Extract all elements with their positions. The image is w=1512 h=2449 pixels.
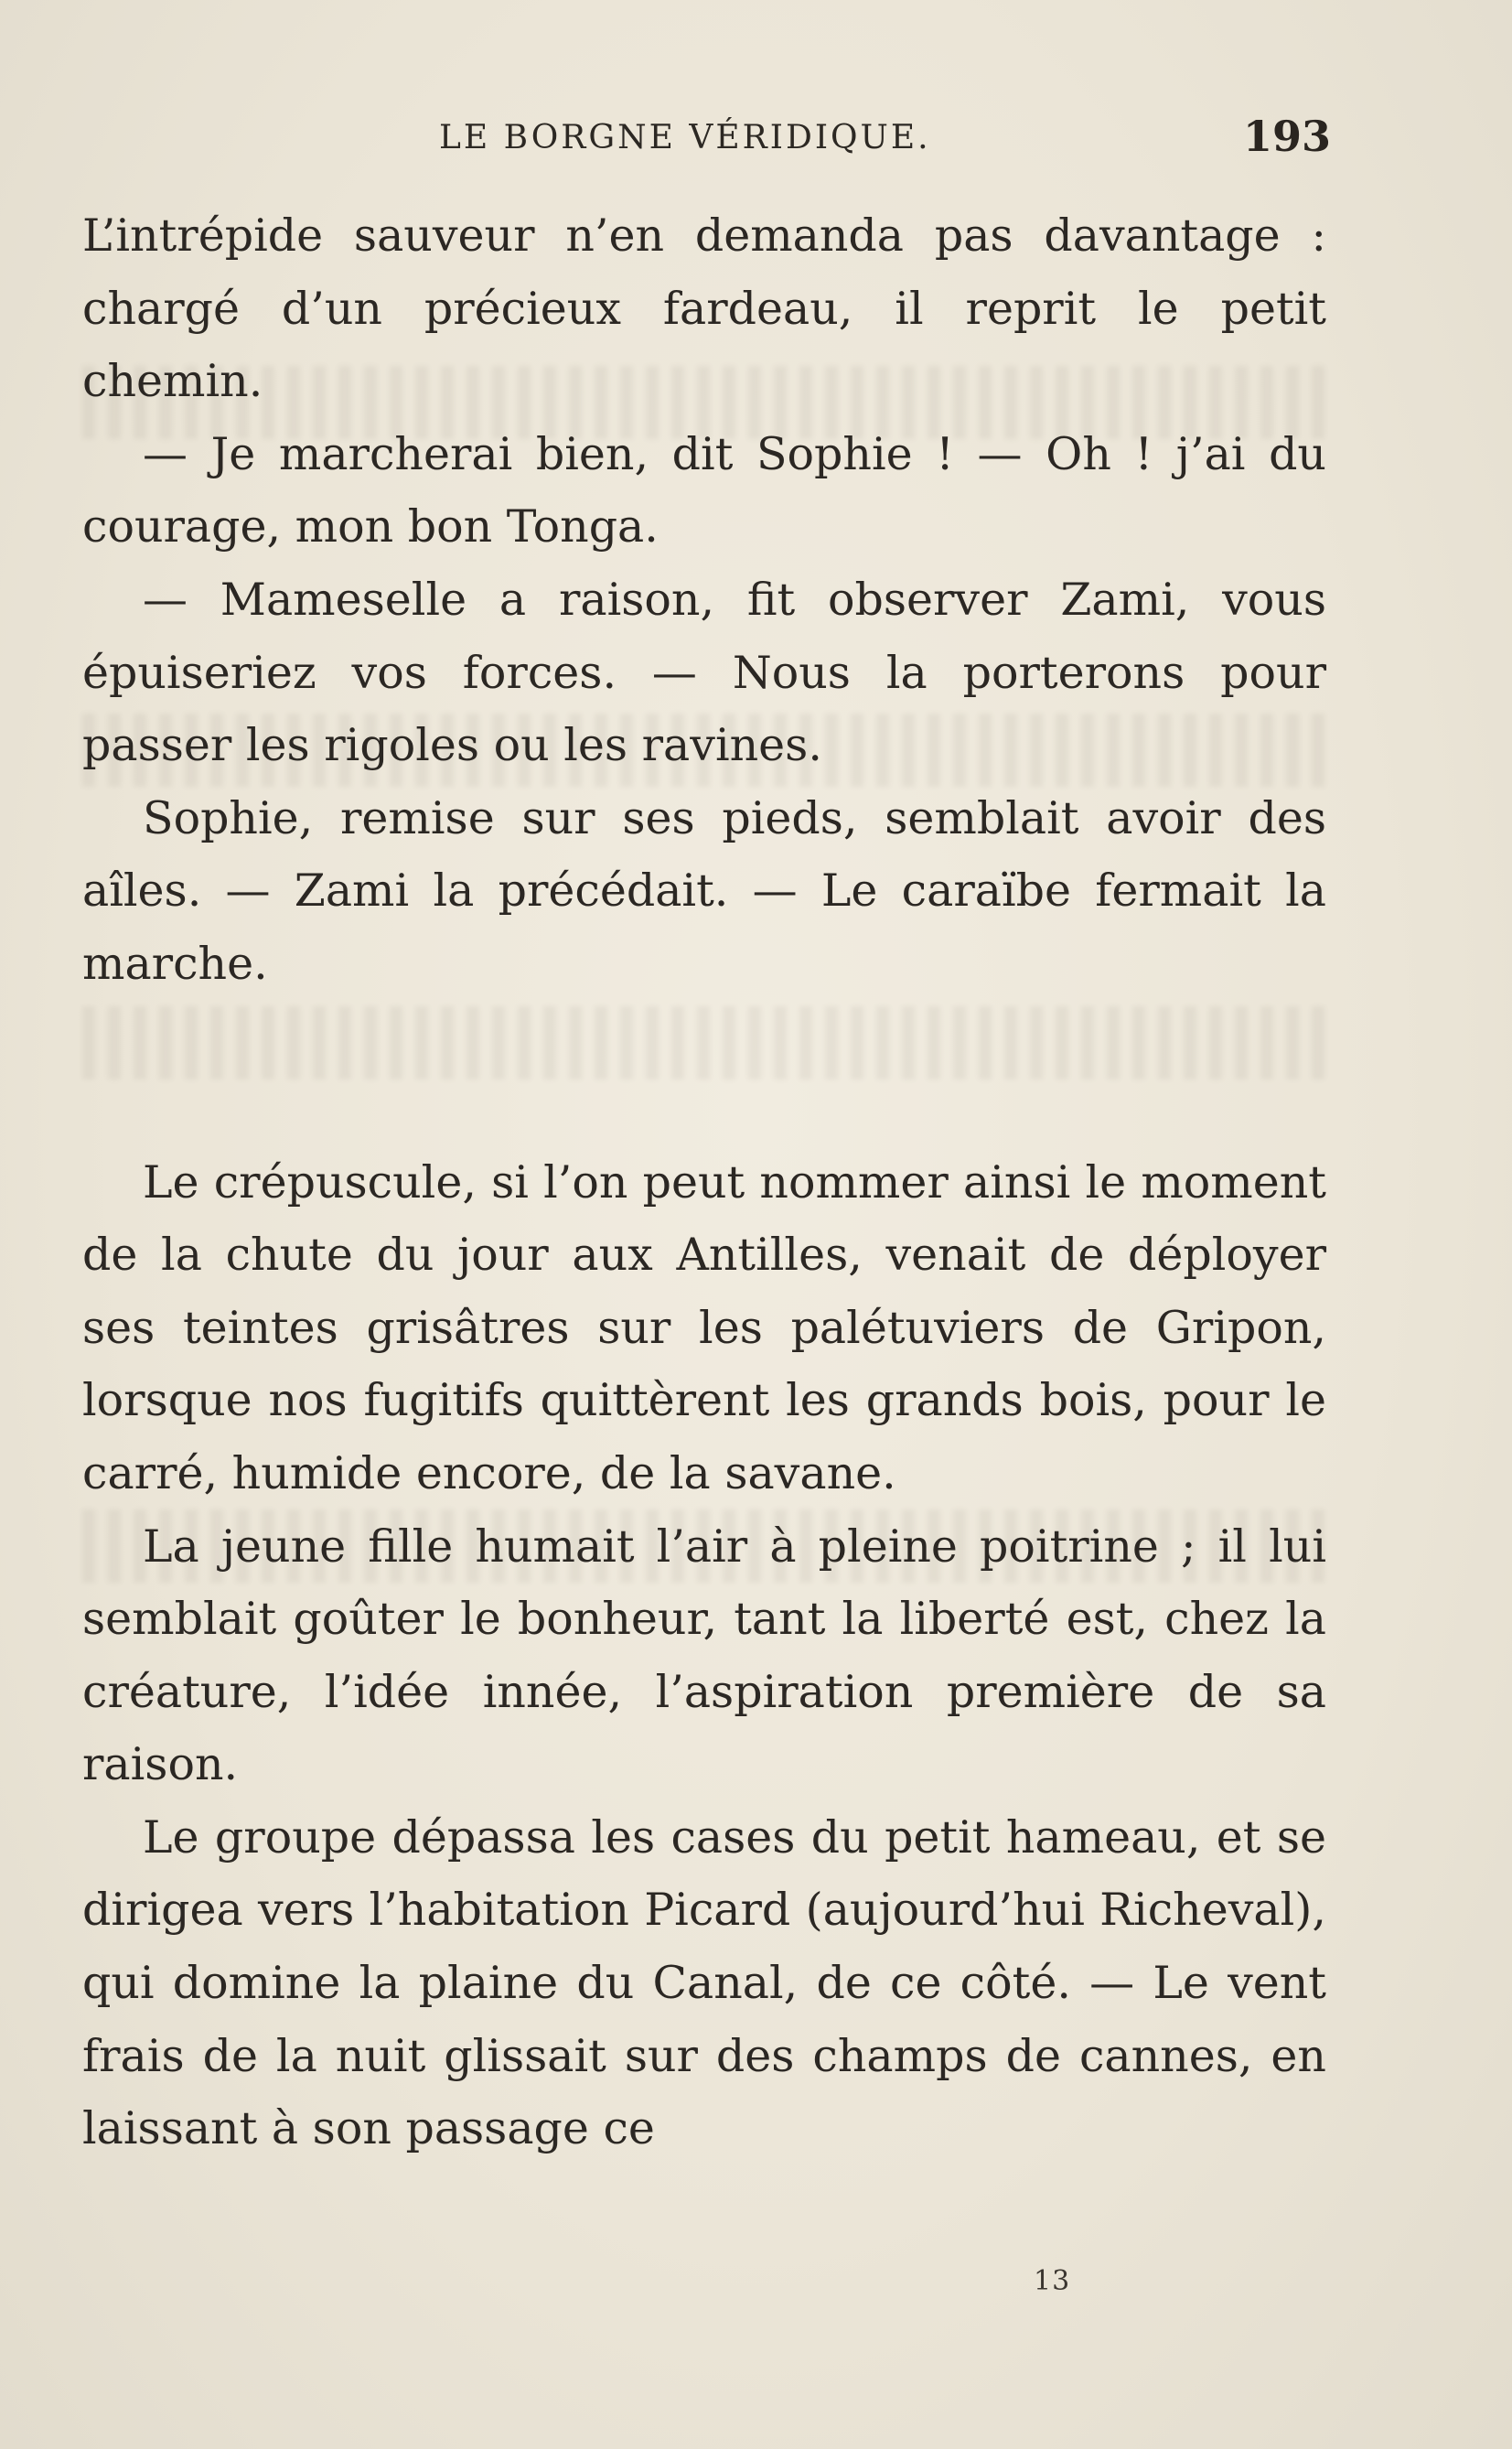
section-break xyxy=(82,1001,1326,1146)
paragraph: — Je marcherai bien, dit Sophie ! — Oh ! j’ai du courage, mon bon Tonga. xyxy=(82,427,1326,553)
running-title: LE BORGNE VÉRIDIQUE. xyxy=(439,119,931,156)
body-text xyxy=(82,199,1326,2165)
paragraph: Sophie, remise sur ses pieds, semblait avoir des aîles. — Zami la précédait. — Le caraïbe fermait la marche. xyxy=(82,791,1326,990)
signature-mark: 13 xyxy=(1034,2265,1071,2297)
page-number: 193 xyxy=(1242,112,1331,161)
paragraph: La jeune fille humait l’air à pleine poitrine ; il lui semblait goûter le bonheur, tant la liberté est, chez la créature, l’idée innée, l’aspiration première de sa raison. xyxy=(82,1520,1326,1791)
paragraph: — Mameselle a raison, fit observer Zami, vous épuiseriez vos forces. — Nous la porterons pour passer les rigoles ou les ravines. xyxy=(82,573,1326,772)
running-head xyxy=(82,112,1331,166)
paragraph: L’intrépide sauveur n’en demanda pas davantage : chargé d’un précieux fardeau, il reprit le petit chemin. xyxy=(82,209,1326,408)
paragraph: Le groupe dépassa les cases du petit hameau, et se dirigea vers l’habitation Picard (aujourd’hui Richeval), qui domine la plaine du Canal, de ce côté. — Le vent frais de la nuit glissait sur des champs de cannes, en laissant à son passage ce xyxy=(82,1810,1326,2155)
paragraph: Le crépuscule, si l’on peut nommer ainsi le moment de la chute du jour aux Antilles, venait de déployer ses teintes grisâtres sur les palétuviers de Gripon, lorsque nos fugitifs quittèrent les grands bois, pour le carré, humide encore, de la savane. xyxy=(82,1155,1326,1499)
